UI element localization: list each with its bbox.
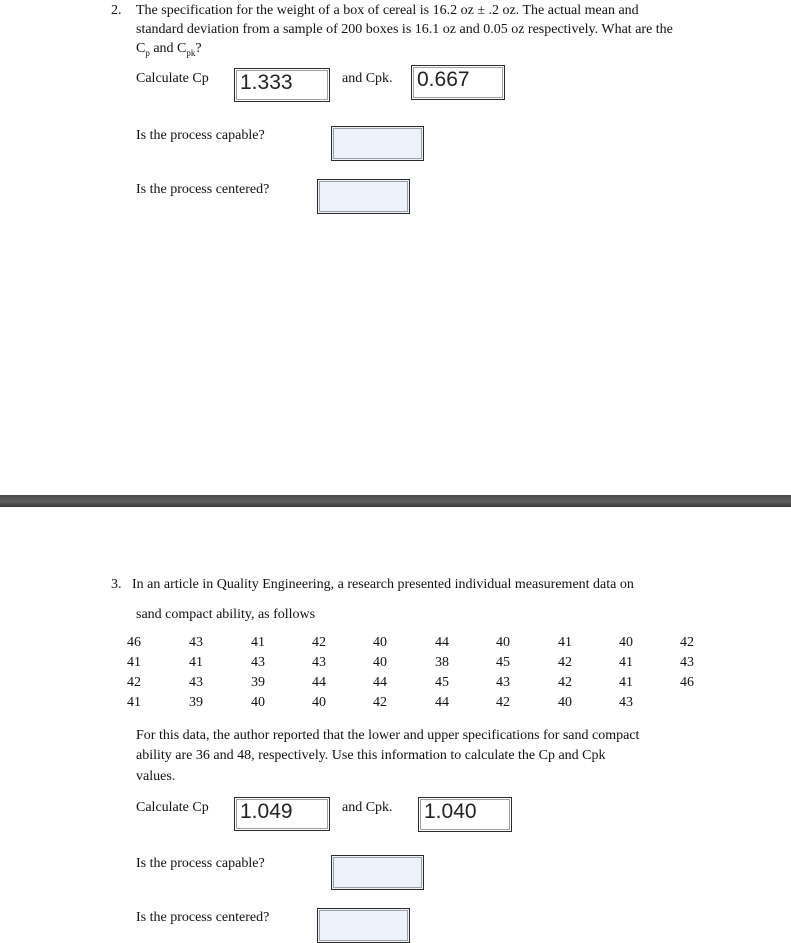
q3-number: 3. [111, 577, 122, 592]
q3-cp-field[interactable] [234, 797, 330, 831]
table-cell: 43 [680, 655, 694, 670]
table-cell: 43 [189, 675, 203, 690]
table-cell: 40 [558, 695, 572, 710]
table-cell: 40 [496, 635, 510, 650]
table-cell: 40 [619, 635, 633, 650]
table-cell: 42 [558, 675, 572, 690]
q2-cp-field[interactable] [234, 68, 330, 102]
q3-para-line-2: ability are 36 and 48, respectively. Use this information to calculate the Cp and Cpk [136, 748, 606, 763]
q3-cp-value: 1.049 [240, 800, 293, 823]
q3-text-line-2: sand compact ability, as follows [136, 607, 316, 622]
q2-text-line-1: The specification for the weight of a box of cereal is 16.2 oz ± .2 oz. The actual mean and [136, 3, 639, 18]
q2-text-line-3: $C_p$ and $C_{pk}$? [136, 41, 202, 58]
table-cell: 40 [251, 695, 265, 710]
q2-centered-field[interactable] [317, 179, 410, 214]
table-cell: 40 [373, 635, 387, 650]
table-cell: 42 [558, 655, 572, 670]
q2-calculate-cp-label: Calculate Cp [136, 71, 209, 86]
q3-capable-field[interactable] [331, 855, 424, 890]
q3-and-cpk-label: and Cpk. [342, 800, 393, 815]
table-cell: 40 [373, 655, 387, 670]
q2-centered-label: Is the process centered? [136, 182, 270, 197]
q3-cpk-field[interactable] [418, 797, 512, 832]
q2-capable-label: Is the process capable? [136, 128, 265, 143]
table-cell: 44 [435, 635, 449, 650]
table-cell: 42 [373, 695, 387, 710]
q2-cp-value: 1.333 [240, 71, 293, 94]
q3-capable-label: Is the process capable? [136, 856, 265, 871]
table-cell: 44 [373, 675, 387, 690]
table-cell: 44 [435, 695, 449, 710]
table-cell: 44 [312, 675, 326, 690]
q2-text-line-2: standard deviation from a sample of 200 boxes is 16.1 oz and 0.05 oz respectively. What are the [136, 22, 673, 37]
table-cell: 43 [312, 655, 326, 670]
table-cell: 41 [189, 655, 203, 670]
table-cell: 43 [619, 695, 633, 710]
q3-para-line-3: values. [136, 769, 176, 784]
table-cell: 39 [251, 675, 265, 690]
page-divider [0, 495, 791, 507]
table-cell: 46 [127, 635, 141, 650]
table-cell: 41 [619, 675, 633, 690]
q2-and-cpk-label: and Cpk. [342, 71, 393, 86]
q2-cpk-field[interactable] [411, 65, 505, 100]
table-cell: 41 [558, 635, 572, 650]
table-cell: 41 [127, 695, 141, 710]
table-cell: 42 [496, 695, 510, 710]
table-cell: 41 [127, 655, 141, 670]
table-cell: 43 [496, 675, 510, 690]
table-cell: 45 [496, 655, 510, 670]
table-cell: 41 [251, 635, 265, 650]
q3-text-line-1: In an article in Quality Engineering, a research presented individual measurement data on [132, 577, 634, 592]
q2-number: 2. [111, 3, 122, 18]
table-cell: 39 [189, 695, 203, 710]
q3-calculate-cp-label: Calculate Cp [136, 800, 209, 815]
table-cell: 46 [680, 675, 694, 690]
table-cell: 40 [312, 695, 326, 710]
table-cell: 45 [435, 675, 449, 690]
table-cell: 43 [189, 635, 203, 650]
q3-centered-label: Is the process centered? [136, 910, 270, 925]
table-cell: 38 [435, 655, 449, 670]
q3-centered-field[interactable] [317, 908, 410, 943]
table-cell: 41 [619, 655, 633, 670]
table-cell: 42 [680, 635, 694, 650]
table-cell: 42 [127, 675, 141, 690]
table-cell: 42 [312, 635, 326, 650]
q3-para-line-1: For this data, the author reported that the lower and upper specifications for sand compact [136, 728, 640, 743]
q2-capable-field[interactable] [331, 126, 424, 161]
q2-cpk-value: 0.667 [417, 68, 470, 91]
q3-cpk-value: 1.040 [424, 800, 477, 823]
table-cell: 43 [251, 655, 265, 670]
